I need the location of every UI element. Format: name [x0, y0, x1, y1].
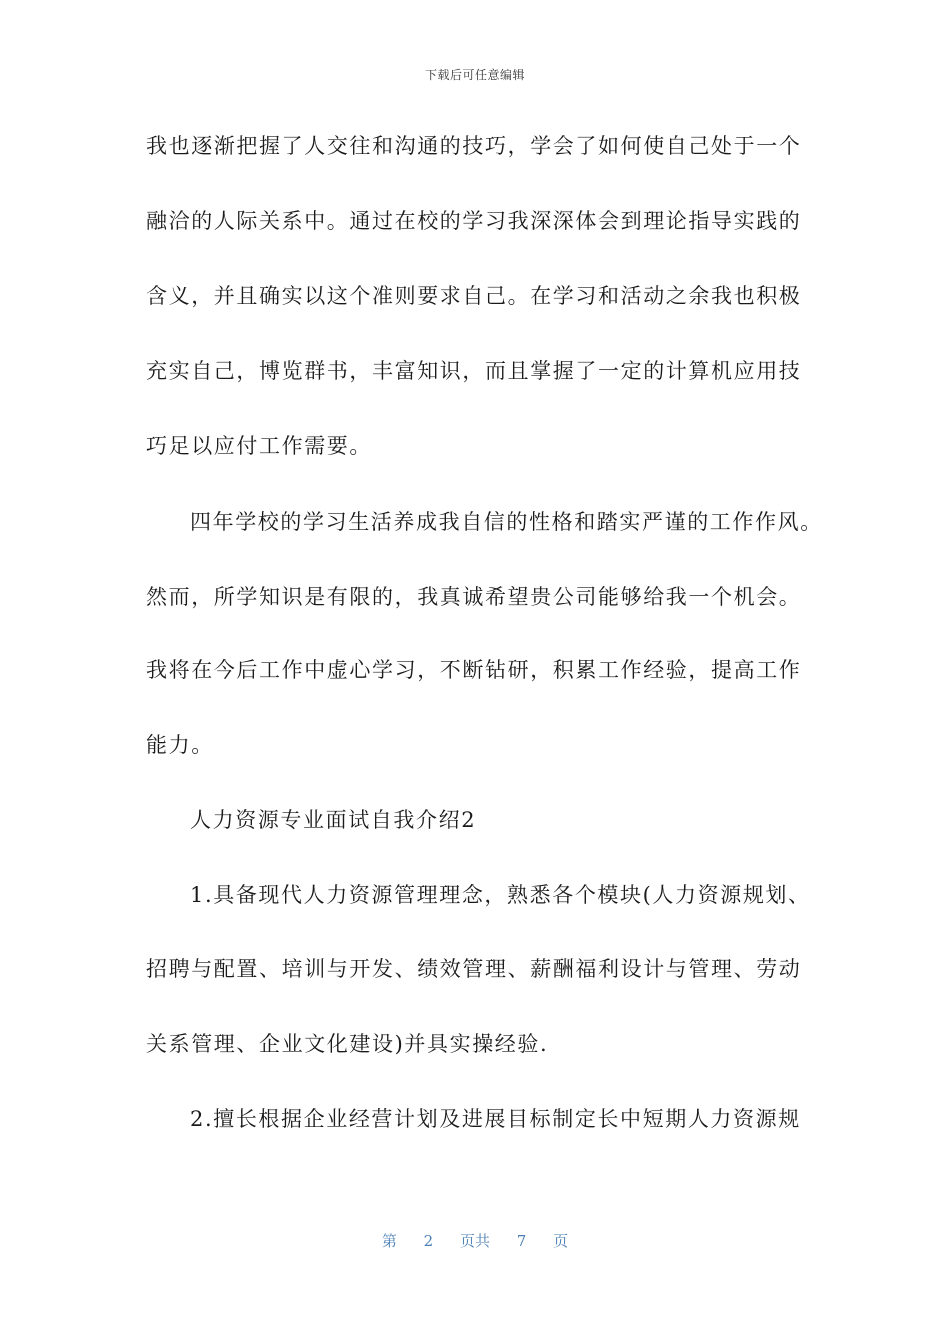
- page-footer: [0, 1230, 950, 1251]
- footer-suffix: 页: [553, 1232, 569, 1250]
- footer-prefix: 第: [381, 1232, 397, 1250]
- body-line: 巧足以应付工作需要。: [146, 434, 372, 458]
- body-line: 2.擅长根据企业经营计划及进展目标制定长中短期人力资源规: [190, 1107, 801, 1131]
- body-line: 能力。: [146, 733, 214, 757]
- body-line: 招聘与配置、培训与开发、绩效管理、薪酬福利设计与管理、劳动: [146, 957, 802, 981]
- body-line: 我也逐渐把握了人交往和沟通的技巧，学会了如何使自己处于一个: [146, 134, 802, 158]
- section-heading: 人力资源专业面试自我介绍2: [190, 808, 477, 832]
- body-line: 融洽的人际关系中。通过在校的学习我深深体会到理论指导实践的: [146, 209, 802, 233]
- body-line: 1.具备现代人力资源管理理念，熟悉各个模块(人力资源规划、: [190, 883, 811, 907]
- body-line: 我将在今后工作中虚心学习，不断钻研，积累工作经验，提高工作: [146, 658, 802, 682]
- body-line: 关系管理、企业文化建设)并具实操经验.: [146, 1032, 549, 1056]
- body-line: 充实自己，博览群书，丰富知识，而且掌握了一定的计算机应用技: [146, 359, 802, 383]
- total-page-count: 7: [516, 1232, 527, 1250]
- body-line: 四年学校的学习生活养成我自信的性格和踏实严谨的工作作风。: [190, 510, 823, 534]
- header-note: 下载后可任意编辑: [424, 68, 525, 82]
- current-page-number: 2: [423, 1232, 434, 1250]
- body-line: 然而，所学知识是有限的，我真诚希望贵公司能够给我一个机会。: [146, 585, 802, 609]
- body-line: 含义，并且确实以这个准则要求自己。在学习和活动之余我也积极: [146, 284, 802, 308]
- footer-middle: 页共: [459, 1232, 490, 1250]
